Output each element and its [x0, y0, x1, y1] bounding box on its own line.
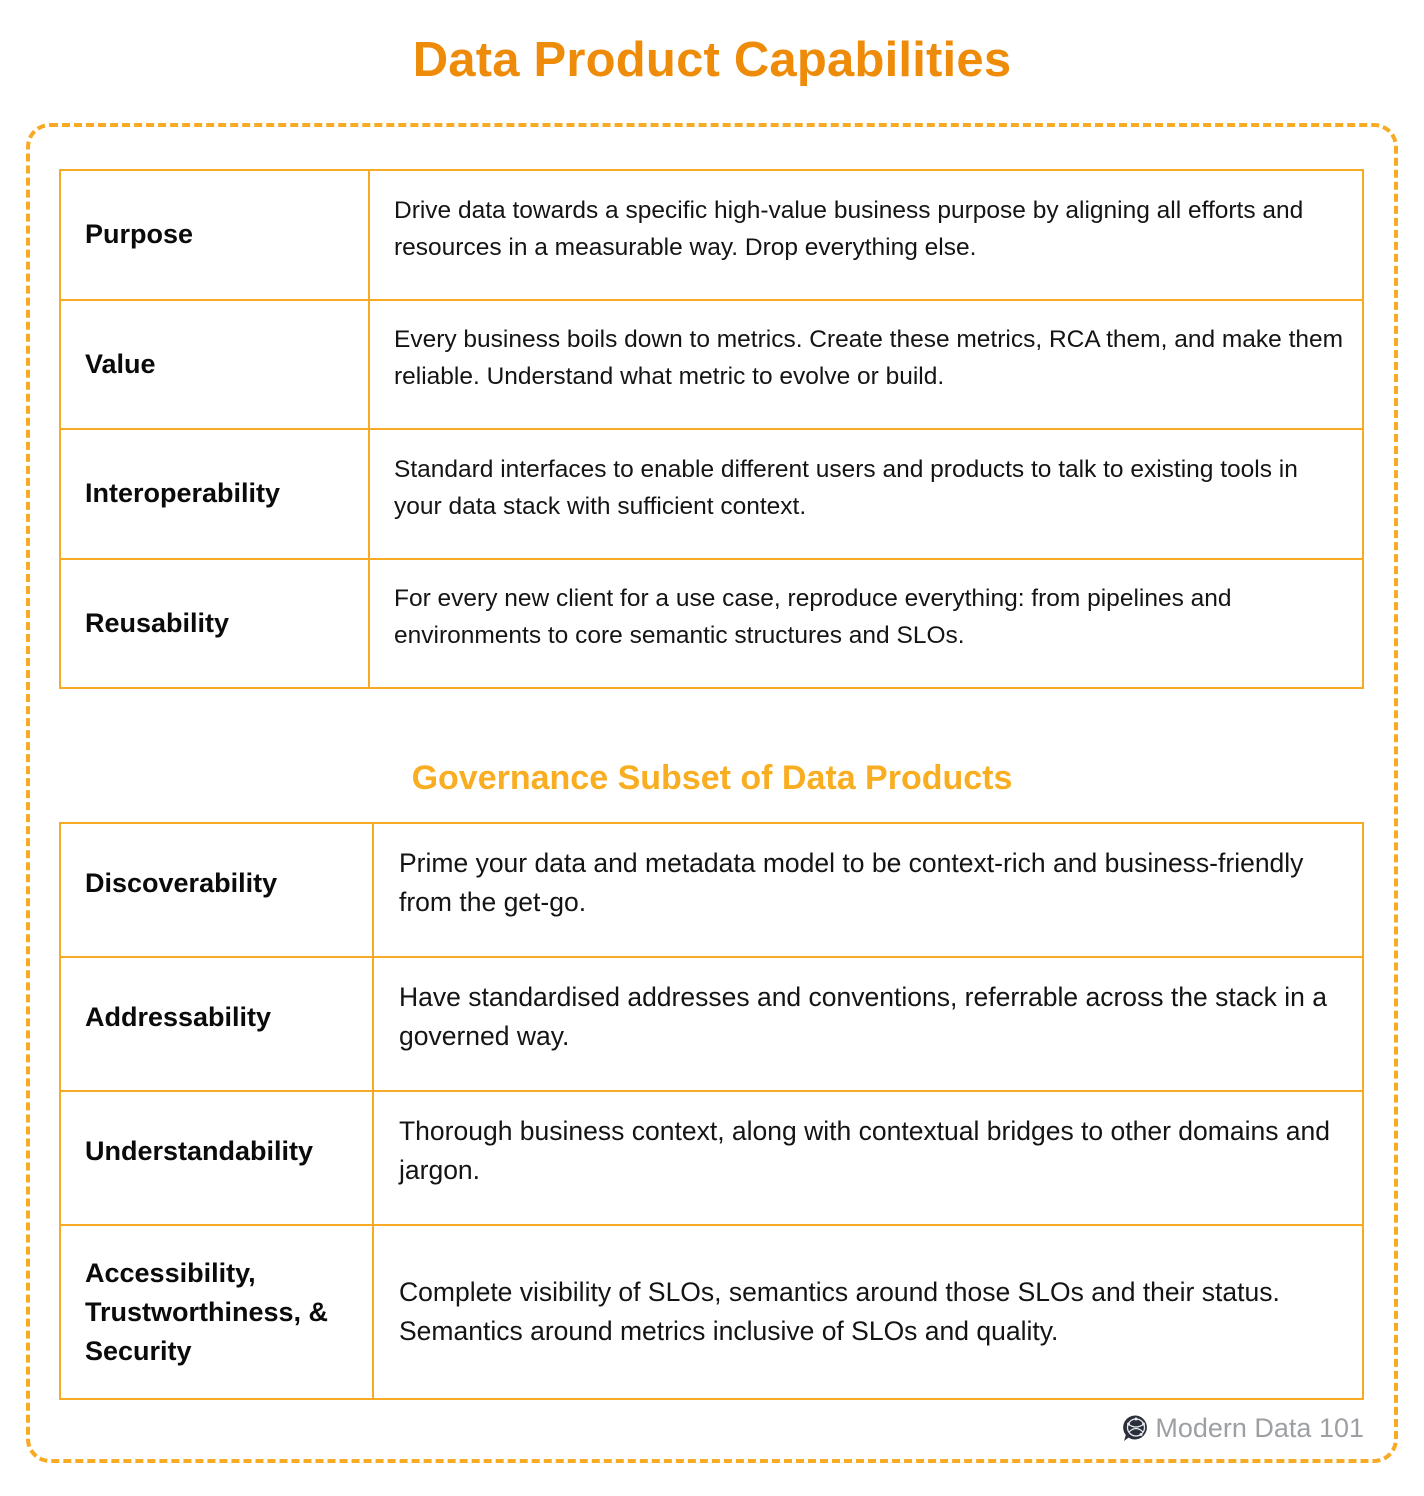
- governance-label: Understandability: [60, 1091, 373, 1225]
- capabilities-table: [59, 169, 1364, 689]
- globe-chat-bubble-icon: [1121, 1413, 1151, 1443]
- table-row: [60, 1225, 1363, 1399]
- table-row: [60, 559, 1363, 689]
- section-subtitle: Governance Subset of Data Products: [411, 759, 1013, 797]
- table-row: [60, 170, 1363, 300]
- capability-label: Purpose: [60, 170, 369, 300]
- table-row: [60, 429, 1363, 559]
- capability-description: For every new client for a use case, reproduce everything: from pipelines and environments to core semantic structures and SLOs.: [369, 559, 1363, 689]
- table-row: [60, 1091, 1363, 1225]
- capability-description: Every business boils down to metrics. Create these metrics, RCA them, and make them reliable. Understand what metric to evolve or build.: [369, 300, 1363, 430]
- governance-label: Accessibility, Trustworthiness, & Security: [60, 1225, 373, 1399]
- governance-description: Have standardised addresses and conventions, referrable across the stack in a governed way.: [373, 957, 1363, 1091]
- brand-watermark: [1121, 1409, 1364, 1447]
- capability-label: Value: [60, 300, 369, 430]
- governance-label: Addressability: [60, 957, 373, 1091]
- table-row: [60, 957, 1363, 1091]
- governance-description: Prime your data and metadata model to be context-rich and business-friendly from the get-go.: [373, 823, 1363, 957]
- capability-description: Drive data towards a specific high-value business purpose by aligning all efforts and resources in a measurable way. Drop everything else.: [369, 170, 1363, 300]
- governance-table: [59, 822, 1364, 1400]
- brand-name: Modern Data 101: [1155, 1413, 1364, 1443]
- governance-description: Complete visibility of SLOs, semantics around those SLOs and their status. Semantics around metrics inclusive of SLOs and quality.: [373, 1225, 1363, 1399]
- capability-label: Reusability: [60, 559, 369, 689]
- governance-label: Discoverability: [60, 823, 373, 957]
- table-row: [60, 300, 1363, 430]
- governance-description: Thorough business context, along with contextual bridges to other domains and jargon.: [373, 1091, 1363, 1225]
- capability-description: Standard interfaces to enable different users and products to talk to existing tools in your data stack with sufficient context.: [369, 429, 1363, 559]
- capability-label: Interoperability: [60, 429, 369, 559]
- page-title: Data Product Capabilities: [412, 33, 1012, 87]
- table-row: [60, 823, 1363, 957]
